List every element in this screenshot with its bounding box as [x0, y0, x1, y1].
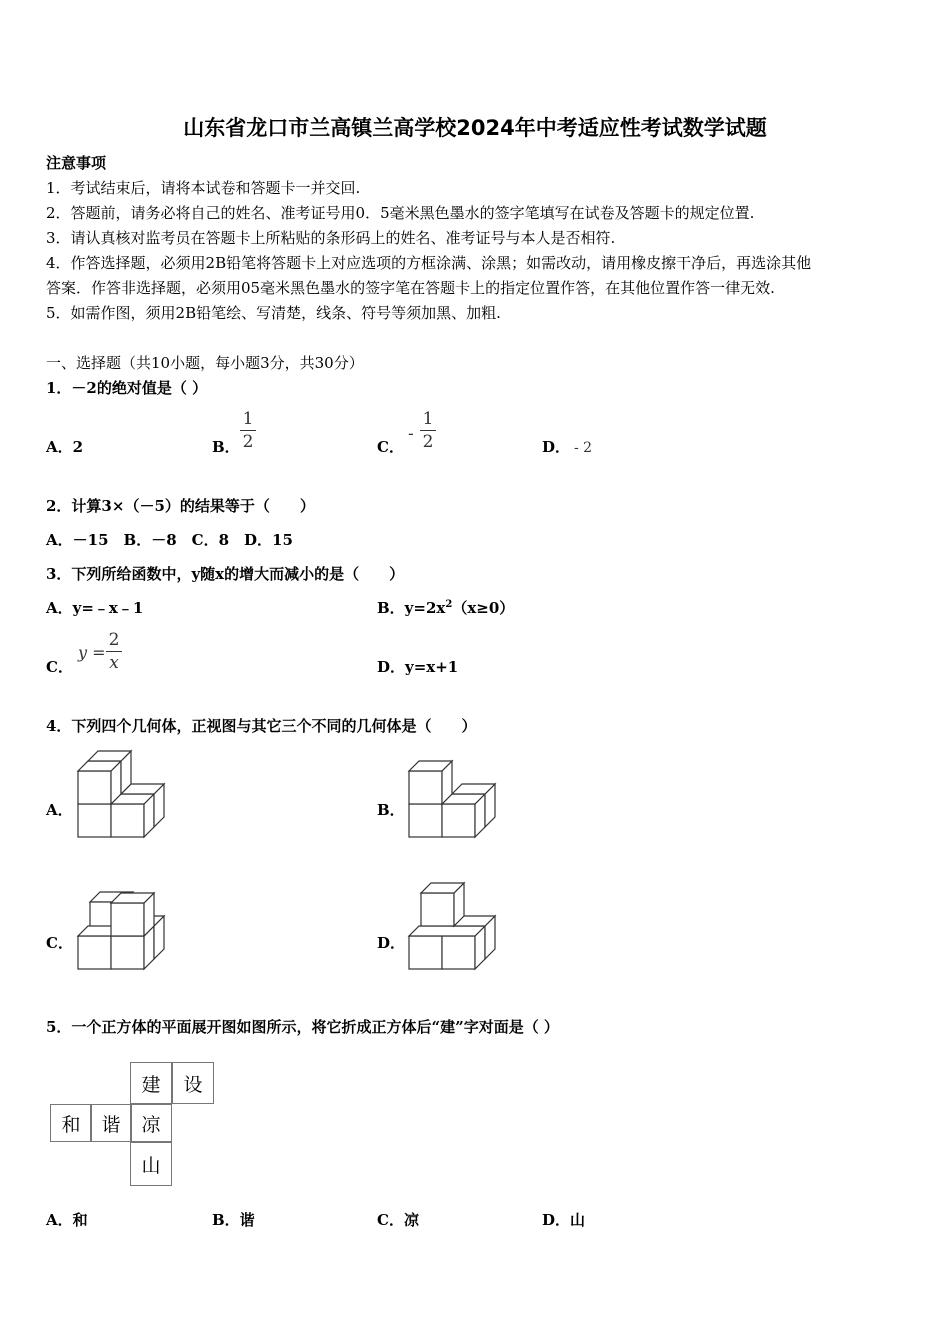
notice-heading: 注意事项 [46, 154, 107, 172]
notice-item: 1．考试结束后，请将本试卷和答题卡一并交回. [46, 179, 361, 197]
q3-option-a[interactable]: A．y=﹣x﹣1 [46, 599, 144, 617]
question-1-stem: 1．－2的绝对值是（ ） [46, 379, 208, 397]
question-5-stem: 5．一个正方体的平面展开图如图所示，将它折成正方体后“建”字对面是（ ） [46, 1018, 559, 1036]
numerator: 2 [108, 630, 120, 650]
denominator: x [109, 653, 119, 673]
page-title: 山东省龙口市兰高镇兰高学校2024年中考适应性考试数学试题 [183, 116, 767, 140]
q1-d-value: - 2 [574, 440, 593, 456]
q2-options[interactable]: A．－15 B．－8 C．8 D．15 [46, 531, 293, 549]
q4-option-b[interactable]: B． [377, 801, 405, 819]
q3-option-c[interactable]: C． [46, 658, 73, 676]
figure-d-cubes [409, 880, 504, 975]
q3-b-condition: （x≥0） [452, 599, 515, 617]
q3-option-d[interactable]: D．y=x+1 [377, 658, 459, 676]
numerator: 1 [242, 409, 254, 429]
section-heading: 一、选择题（共10小题，每小题3分，共30分） [46, 354, 364, 372]
q4-option-a[interactable]: A． [46, 801, 73, 819]
fraction-bar [240, 430, 256, 431]
fraction-bar [106, 651, 122, 652]
q1-b-fraction [240, 409, 256, 452]
notice-item: 3．请认真核对监考员在答题卡上所粘贴的条形码上的姓名、准考证号与本人是否相符. [46, 229, 616, 247]
q1-c-fraction [420, 409, 436, 452]
q3-option-b[interactable] [377, 597, 514, 618]
question-2-stem: 2．计算3×（－5）的结果等于（ ） [46, 497, 315, 515]
q5-option-b[interactable]: B．谐 [212, 1211, 255, 1229]
exponent: 2 [445, 599, 453, 610]
figure-c-cubes [78, 880, 173, 975]
figure-b-cubes [409, 748, 504, 843]
net-cell-xie: 谐 [90, 1104, 132, 1142]
notice-item: 2．答题前，请务必将自己的姓名、准考证号用0．5毫米黑色墨水的签字笔填写在试卷及答题卡的规定位置. [46, 204, 755, 222]
numerator: 1 [422, 409, 434, 429]
q4-option-c[interactable]: C． [46, 934, 73, 952]
fraction-bar [420, 430, 436, 431]
net-cell-he: 和 [50, 1104, 92, 1142]
net-cell-shan: 山 [130, 1142, 172, 1186]
q1-option-c[interactable]: C． [377, 438, 404, 456]
notice-item: 答案．作答非选择题，必须用05毫米黑色墨水的签字笔在答题卡上的指定位置作答，在其他位置作答一律无效. [46, 279, 775, 297]
q1-option-d[interactable]: D． [542, 438, 571, 456]
net-cell-jian: 建 [130, 1062, 172, 1104]
question-4-stem: 4．下列四个几何体，正视图与其它三个不同的几何体是（ ） [46, 717, 477, 735]
q3-c-fraction [106, 630, 122, 673]
q3-c-lhs: y = [78, 643, 106, 662]
question-3-stem: 3．下列所给函数中，y随x的增大而减小的是（ ） [46, 565, 405, 583]
q1-option-b[interactable]: B． [212, 438, 240, 456]
figure-a-cubes [78, 748, 173, 843]
q5-option-d[interactable]: D．山 [542, 1211, 586, 1229]
net-cell-she: 设 [172, 1062, 214, 1104]
notice-item: 4．作答选择题，必须用2B铅笔将答题卡上对应选项的方框涂满、涂黑；如需改动，请用橡皮擦干净后，再选涂其他 [46, 254, 812, 272]
q5-option-a[interactable]: A．和 [46, 1211, 88, 1229]
q5-option-c[interactable]: C．凉 [377, 1211, 419, 1229]
minus-sign: - [408, 424, 414, 444]
q3-b-text: B．y=2x [377, 599, 446, 617]
net-cell-liang: 凉 [130, 1104, 172, 1142]
notice-item: 5．如需作图，须用2B铅笔绘、写清楚，线条、符号等须加黑、加粗. [46, 304, 501, 322]
q4-option-d[interactable]: D． [377, 934, 406, 952]
denominator: 2 [422, 432, 434, 452]
q1-option-a[interactable]: A．2 [46, 438, 84, 456]
denominator: 2 [242, 432, 254, 452]
